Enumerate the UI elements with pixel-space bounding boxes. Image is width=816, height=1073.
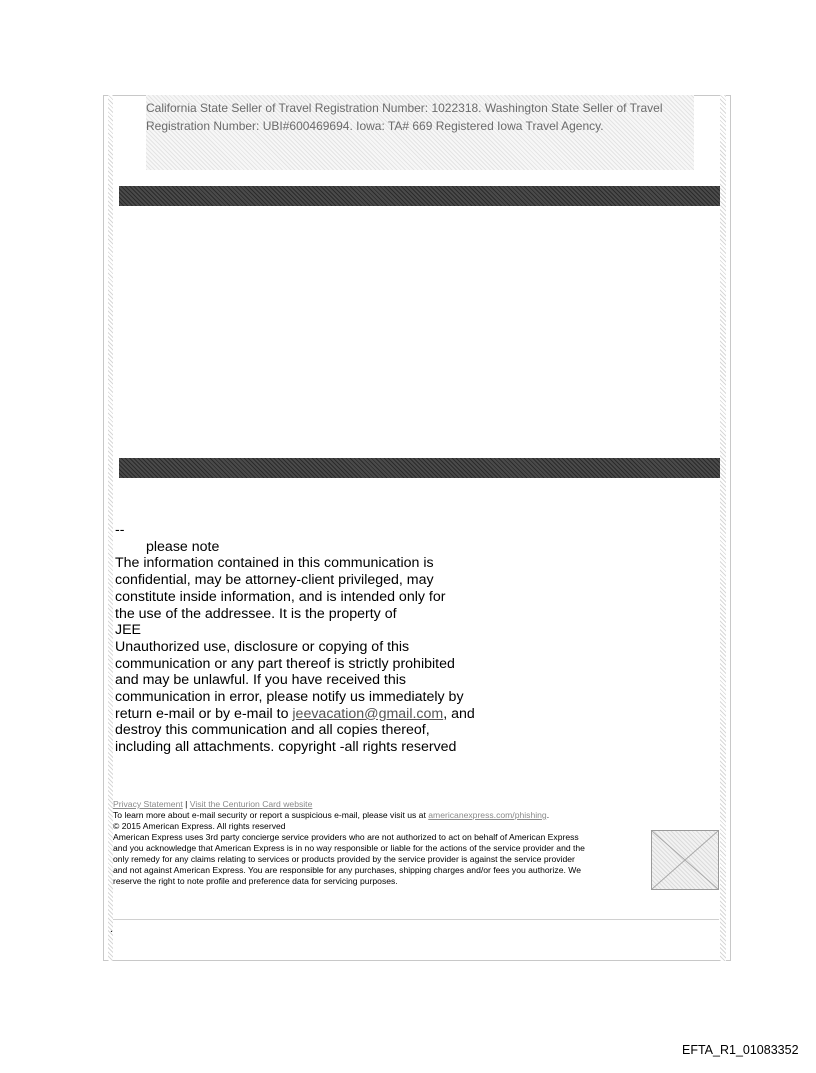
registration-line-1: California State Seller of Travel Registration Number: 1022318. Washington State Seller of Travel: [146, 101, 663, 115]
disclaimer-line: and not against American Express. You are responsible for any purchases, shipping charges and/or fees you authorize. We: [113, 865, 582, 875]
email-link[interactable]: jeevacation@gmail.com: [292, 705, 444, 722]
image-placeholder-icon: [652, 831, 718, 889]
notice-line: including all attachments. copyright -all rights reserved: [115, 739, 457, 756]
security-suffix: .: [546, 810, 550, 820]
registration-text: [146, 99, 706, 135]
document-id: EFTA_R1_01083352: [682, 1043, 799, 1057]
centurion-card-link[interactable]: Visit the Centurion Card website: [189, 799, 313, 809]
notice-line: destroy this communication and all copies thereof,: [115, 722, 430, 739]
privacy-statement-link[interactable]: Privacy Statement: [113, 799, 183, 809]
notice-return-line: [115, 706, 485, 723]
footer-divider: [113, 919, 719, 920]
notice-line: JEE: [115, 622, 142, 639]
notice-heading: please note: [146, 538, 220, 555]
notice-line: constitute inside information, and is intended only for: [115, 588, 446, 605]
copyright-line: © 2015 American Express. All rights reserved: [113, 821, 286, 831]
phishing-link[interactable]: americanexpress.com/phishing: [428, 810, 547, 820]
notice-line: The information contained in this communication is: [115, 555, 434, 572]
trailing-dot: .: [110, 924, 113, 935]
notice-line: communication in error, please notify us immediately by: [115, 689, 464, 706]
notice-line: confidential, may be attorney-client privileged, may: [115, 572, 434, 589]
disclaimer-line: only remedy for any claims relating to services or products provided by the service provider is against the service provider: [113, 854, 575, 864]
amex-footer: [113, 799, 653, 887]
footer-links: [113, 799, 653, 810]
broken-image-placeholder: [651, 830, 719, 890]
security-line: [113, 810, 653, 821]
disclaimer-line: reserve the right to note profile and preference data for servicing purposes.: [113, 876, 398, 886]
notice-line: Unauthorized use, disclosure or copying of this: [115, 638, 410, 655]
redaction-bar-bottom: [119, 458, 720, 478]
notice-line: the use of the addressee. It is the property of: [115, 605, 397, 622]
notice-line: and may be unlawful. If you have received this: [115, 672, 407, 689]
return-prefix: return e-mail or by e-mail to: [115, 705, 293, 722]
security-prefix: To learn more about e-mail security or report a suspicious e-mail, please visit us at: [113, 810, 429, 820]
frame-right-border: [720, 95, 726, 961]
disclaimer-line: and you acknowledge that American Express is in no way responsible or liable for the actions of the service provider and the: [113, 843, 585, 853]
redaction-bar-top: [119, 186, 720, 206]
return-suffix: , and: [443, 705, 475, 722]
link-divider: |: [182, 799, 190, 809]
disclaimer-line: American Express uses 3rd party concierge service providers who are not authorized to act on behalf of American Express: [113, 832, 579, 842]
signature-separator: --: [115, 522, 125, 538]
confidentiality-notice: [115, 522, 485, 756]
registration-line-2: Registration Number: UBI#600469694. Iowa: TA# 669 Registered Iowa Travel Agency.: [146, 119, 604, 133]
notice-line: communication or any part thereof is strictly prohibited: [115, 655, 455, 672]
